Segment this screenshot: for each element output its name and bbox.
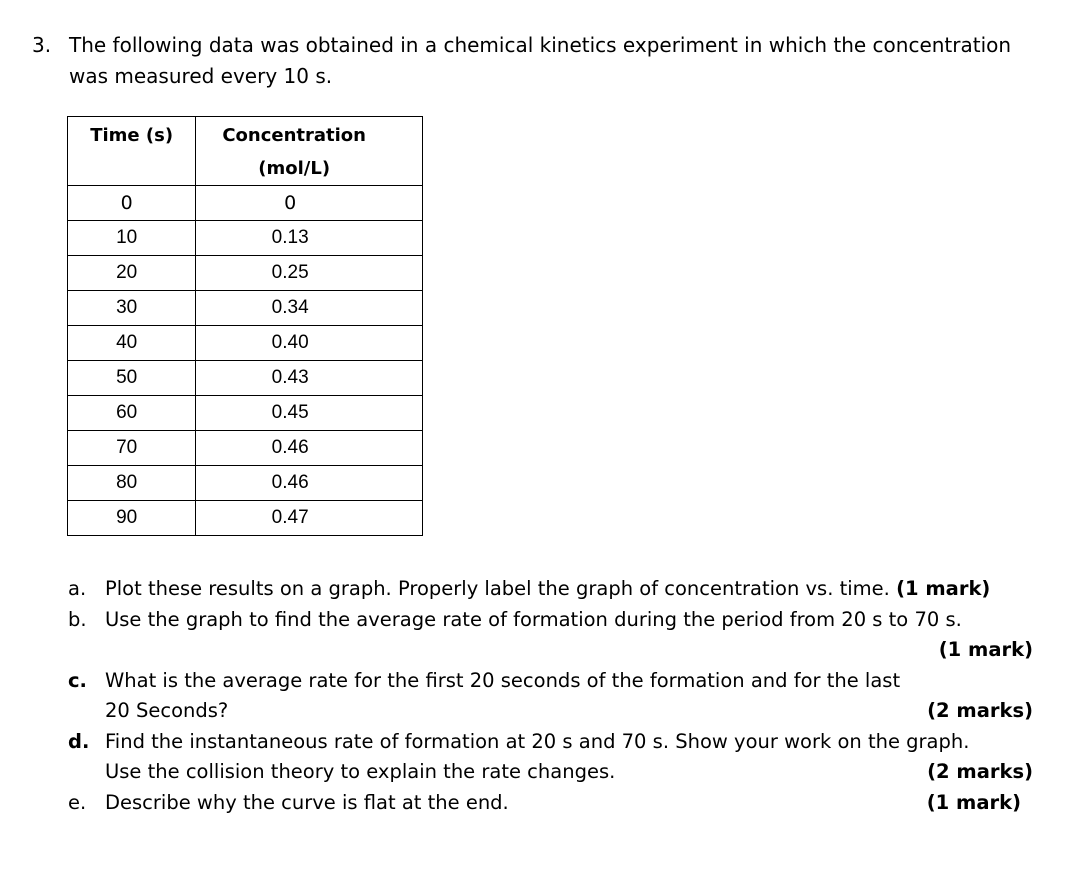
part-text-line1: Find the instantaneous rate of formation at 20 s and 70 s. Show your work on the graph. <box>105 729 970 753</box>
time-cell: 40 <box>68 326 196 361</box>
time-cell: 30 <box>68 291 196 326</box>
part-marks: (1 mark) <box>938 638 1033 661</box>
time-cell: 50 <box>68 361 196 396</box>
table-row <box>68 326 423 361</box>
time-cell: 90 <box>68 501 196 536</box>
concentration-cell: 0.46 <box>196 466 423 501</box>
time-header: Time (s) <box>68 117 196 186</box>
part-e <box>68 788 1033 819</box>
part-text: What is the average rate for the first 20 seconds of the formation and for the last 20 Seconds? <box>105 668 901 722</box>
concentration-cell: 0.13 <box>196 221 423 256</box>
table-header-row <box>68 117 423 186</box>
time-cell: 70 <box>68 431 196 466</box>
part-marks: (2 marks) <box>927 699 1033 722</box>
concentration-cell: 0 <box>196 186 423 221</box>
concentration-cell: 0.43 <box>196 361 423 396</box>
table-row <box>68 431 423 466</box>
part-letter: e. <box>68 790 87 814</box>
part-letter: c. <box>68 668 87 692</box>
table-row <box>68 256 423 291</box>
part-text: Use the graph to find the average rate of formation during the period from 20 s to 70 s. <box>105 607 962 631</box>
question-text: The following data was obtained in a chemical kinetics experiment in which the concentration was measured every 10 s. <box>69 33 1012 88</box>
question-header <box>32 30 1042 92</box>
concentration-cell: 0.47 <box>196 501 423 536</box>
time-cell: 80 <box>68 466 196 501</box>
part-marks: (1 mark) <box>896 577 991 600</box>
part-text: Describe why the curve is flat at the end. <box>105 790 509 814</box>
time-cell: 0 <box>68 186 196 221</box>
part-letter: d. <box>68 729 90 753</box>
time-cell: 10 <box>68 221 196 256</box>
part-a <box>68 574 1033 605</box>
time-cell: 60 <box>68 396 196 431</box>
question-parts <box>68 574 1033 818</box>
concentration-cell: 0.45 <box>196 396 423 431</box>
table-row <box>68 361 423 396</box>
part-d <box>68 727 1033 788</box>
data-table <box>67 116 423 536</box>
part-c <box>68 666 1033 727</box>
table-row <box>68 501 423 536</box>
concentration-cell: 0.40 <box>196 326 423 361</box>
table-row <box>68 396 423 431</box>
part-b <box>68 605 1033 666</box>
part-letter: a. <box>68 577 87 600</box>
time-cell: 20 <box>68 256 196 291</box>
concentration-cell: 0.46 <box>196 431 423 466</box>
part-marks: (2 marks) <box>927 760 1033 783</box>
part-text-line2: Use the collision theory to explain the rate changes. <box>105 760 616 783</box>
concentration-cell: 0.25 <box>196 256 423 291</box>
table-row <box>68 466 423 501</box>
part-letter: b. <box>68 607 87 631</box>
table-row <box>68 221 423 256</box>
question-number: 3. <box>32 33 52 57</box>
concentration-cell: 0.34 <box>196 291 423 326</box>
concentration-header-text: Concentration (mol/L) <box>222 125 366 179</box>
part-marks: (1 mark) <box>926 790 1021 814</box>
part-text: Plot these results on a graph. Properly label the graph of concentration vs. time. <box>105 577 897 600</box>
table-row <box>68 186 423 221</box>
concentration-header <box>196 117 423 186</box>
table-row <box>68 291 423 326</box>
